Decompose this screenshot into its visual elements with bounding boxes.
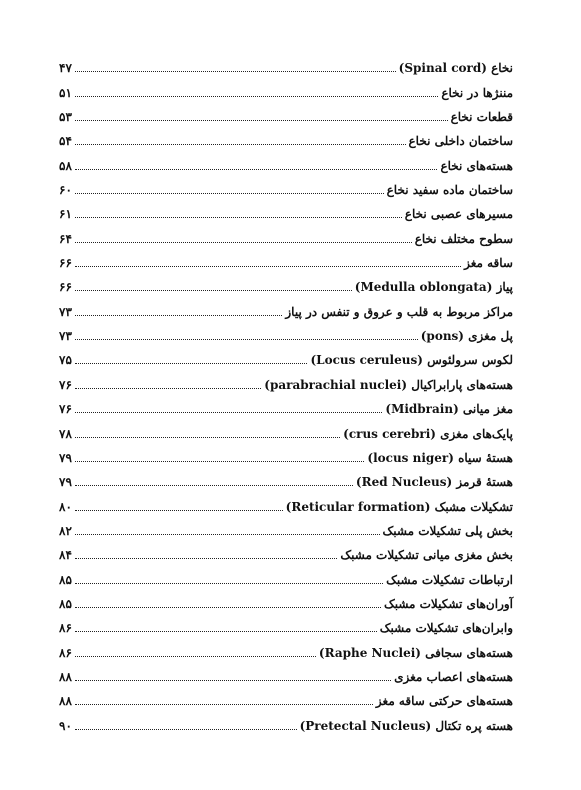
dot-leader [75,680,391,681]
dot-leader [75,558,337,559]
toc-entry-title: هسته‌های سجافی (Raphe Nuclei) [318,645,513,660]
dot-leader [75,120,448,121]
toc-entry-title: هستهٔ قرمز (Red Nucleus) [355,475,513,490]
toc-entry-page: ۸۸ [59,669,72,684]
toc-entry [59,416,513,440]
toc-entry-page: ۷۵ [59,353,72,368]
dot-leader [75,96,438,97]
toc-entry-title: ساختمان ماده سفید نخاع [386,183,513,198]
toc-entry-title: پل مغزی (pons) [420,329,513,344]
toc-entry-page: ۹۰ [59,718,72,733]
toc-entry [59,660,513,684]
toc-entry [59,343,513,367]
toc-entry-page: ۷۶ [59,377,72,392]
toc-entry-page: ۶۱ [59,207,72,222]
dot-leader [75,412,382,413]
dot-leader [75,485,353,486]
toc-entry-page: ۸۰ [59,499,72,514]
dot-leader [75,631,377,632]
toc-entry [59,197,513,221]
toc-entry [59,221,513,245]
toc-entry-page: ۸۶ [59,621,72,636]
toc-entry-title: پیاز (Medulla oblongata) [354,280,513,295]
dot-leader [75,461,365,462]
toc-entry-page: ۸۵ [59,596,72,611]
toc-entry-title: قطعات نخاع [450,110,513,125]
toc-entry-title: نخاع (Spinal cord) [398,61,513,76]
toc-entry [59,392,513,416]
toc-entry-title: مسیرهای عصبی نخاع [404,207,513,222]
toc-entry-page: ۶۶ [59,256,72,271]
dot-leader [75,339,418,340]
dot-leader [75,217,402,218]
toc-entry [59,270,513,294]
dot-leader [75,510,283,511]
toc-entry-page: ۶۶ [59,280,72,295]
toc-entry [59,294,513,318]
toc-entry-page: ۷۳ [59,304,72,319]
toc-entry-title: ارتباطات تشکیلات مشبک [386,572,513,587]
dot-leader [75,607,381,608]
toc-entry-page: ۸۲ [59,523,72,538]
toc-entry-title: مغز میانی (Midbrain) [385,402,513,417]
toc-entry [59,611,513,635]
dot-leader [75,193,384,194]
toc-entry [59,465,513,489]
dot-leader [75,169,438,170]
dot-leader [75,437,340,438]
toc-entry-page: ۴۷ [59,61,72,76]
toc-entry-page: ۸۸ [59,694,72,709]
toc-entry-page: ۵۴ [59,134,72,149]
dot-leader [75,290,352,291]
dot-leader [75,363,308,364]
toc-entry [59,708,513,732]
toc-entry [59,51,513,75]
toc-entry-page: ۸۵ [59,572,72,587]
toc-entry-title: پایک‌های مغزی (crus cerebri) [343,426,513,441]
dot-leader [75,242,412,243]
dot-leader [75,315,282,316]
toc-entry [59,100,513,124]
toc-entry [59,514,513,538]
toc-entry-title: لکوس سرولئوس (Locus ceruleus) [310,353,513,368]
toc-entry-page: ۷۶ [59,402,72,417]
toc-entry-title: مننژها در نخاع [441,85,513,100]
toc-entry-page: ۸۴ [59,548,72,563]
toc-entry [59,367,513,391]
table-of-contents [59,51,513,733]
toc-entry-page: ۷۸ [59,426,72,441]
toc-entry-page: ۷۳ [59,329,72,344]
dot-leader [75,266,461,267]
toc-entry-title: هسته پره تکتال (Pretectal Nucleus) [299,718,513,733]
dot-leader [75,388,261,389]
toc-entry [59,319,513,343]
toc-entry-title: مراکز مربوط به قلب و عروق و تنفس در پیاز [285,304,513,319]
dot-leader [75,704,373,705]
toc-entry-page: ۵۱ [59,85,72,100]
toc-entry-page: ۸۶ [59,645,72,660]
toc-entry-page: ۵۸ [59,158,72,173]
toc-entry-title: هستهٔ سیاه (locus niger) [367,450,513,465]
toc-entry-title: هسته‌های حرکتی ساقه مغز [375,694,513,709]
toc-entry [59,246,513,270]
dot-leader [75,729,297,730]
toc-entry [59,587,513,611]
toc-entry-title: تشکیلات مشبک (Reticular formation) [285,499,513,514]
toc-entry [59,635,513,659]
toc-entry-title: ساقه مغز [464,256,513,271]
toc-entry-page: ۷۹ [59,450,72,465]
dot-leader [75,144,406,145]
toc-entry-title: سطوح مختلف نخاع [414,231,513,246]
toc-entry-page: ۵۳ [59,110,72,125]
toc-entry [59,538,513,562]
toc-entry-title: وابران‌های تشکیلات مشبک [379,621,513,636]
dot-leader [75,534,380,535]
dot-leader [75,71,396,72]
toc-entry [59,562,513,586]
toc-entry [59,173,513,197]
toc-entry-title: بخش پلی تشکیلات مشبک [382,523,513,538]
toc-entry-title: هسته‌های نخاع [440,158,513,173]
toc-entry-page: ۶۰ [59,183,72,198]
toc-entry [59,441,513,465]
toc-entry [59,124,513,148]
dot-leader [75,583,383,584]
toc-entry [59,489,513,513]
toc-entry-title: هسته‌های پارابراکیال (parabrachial nuclei) [264,377,513,392]
toc-entry-title: بخش مغزی میانی تشکیلات مشبک [340,548,513,563]
toc-entry [59,684,513,708]
toc-entry-page: ۶۴ [59,231,72,246]
toc-entry-title: هسته‌های اعصاب مغزی [394,669,513,684]
toc-entry-title: ساختمان داخلی نخاع [408,134,513,149]
toc-entry-title: آوران‌های تشکیلات مشبک [383,596,513,611]
toc-entry [59,75,513,99]
toc-entry-page: ۷۹ [59,475,72,490]
dot-leader [75,656,316,657]
toc-entry [59,148,513,172]
